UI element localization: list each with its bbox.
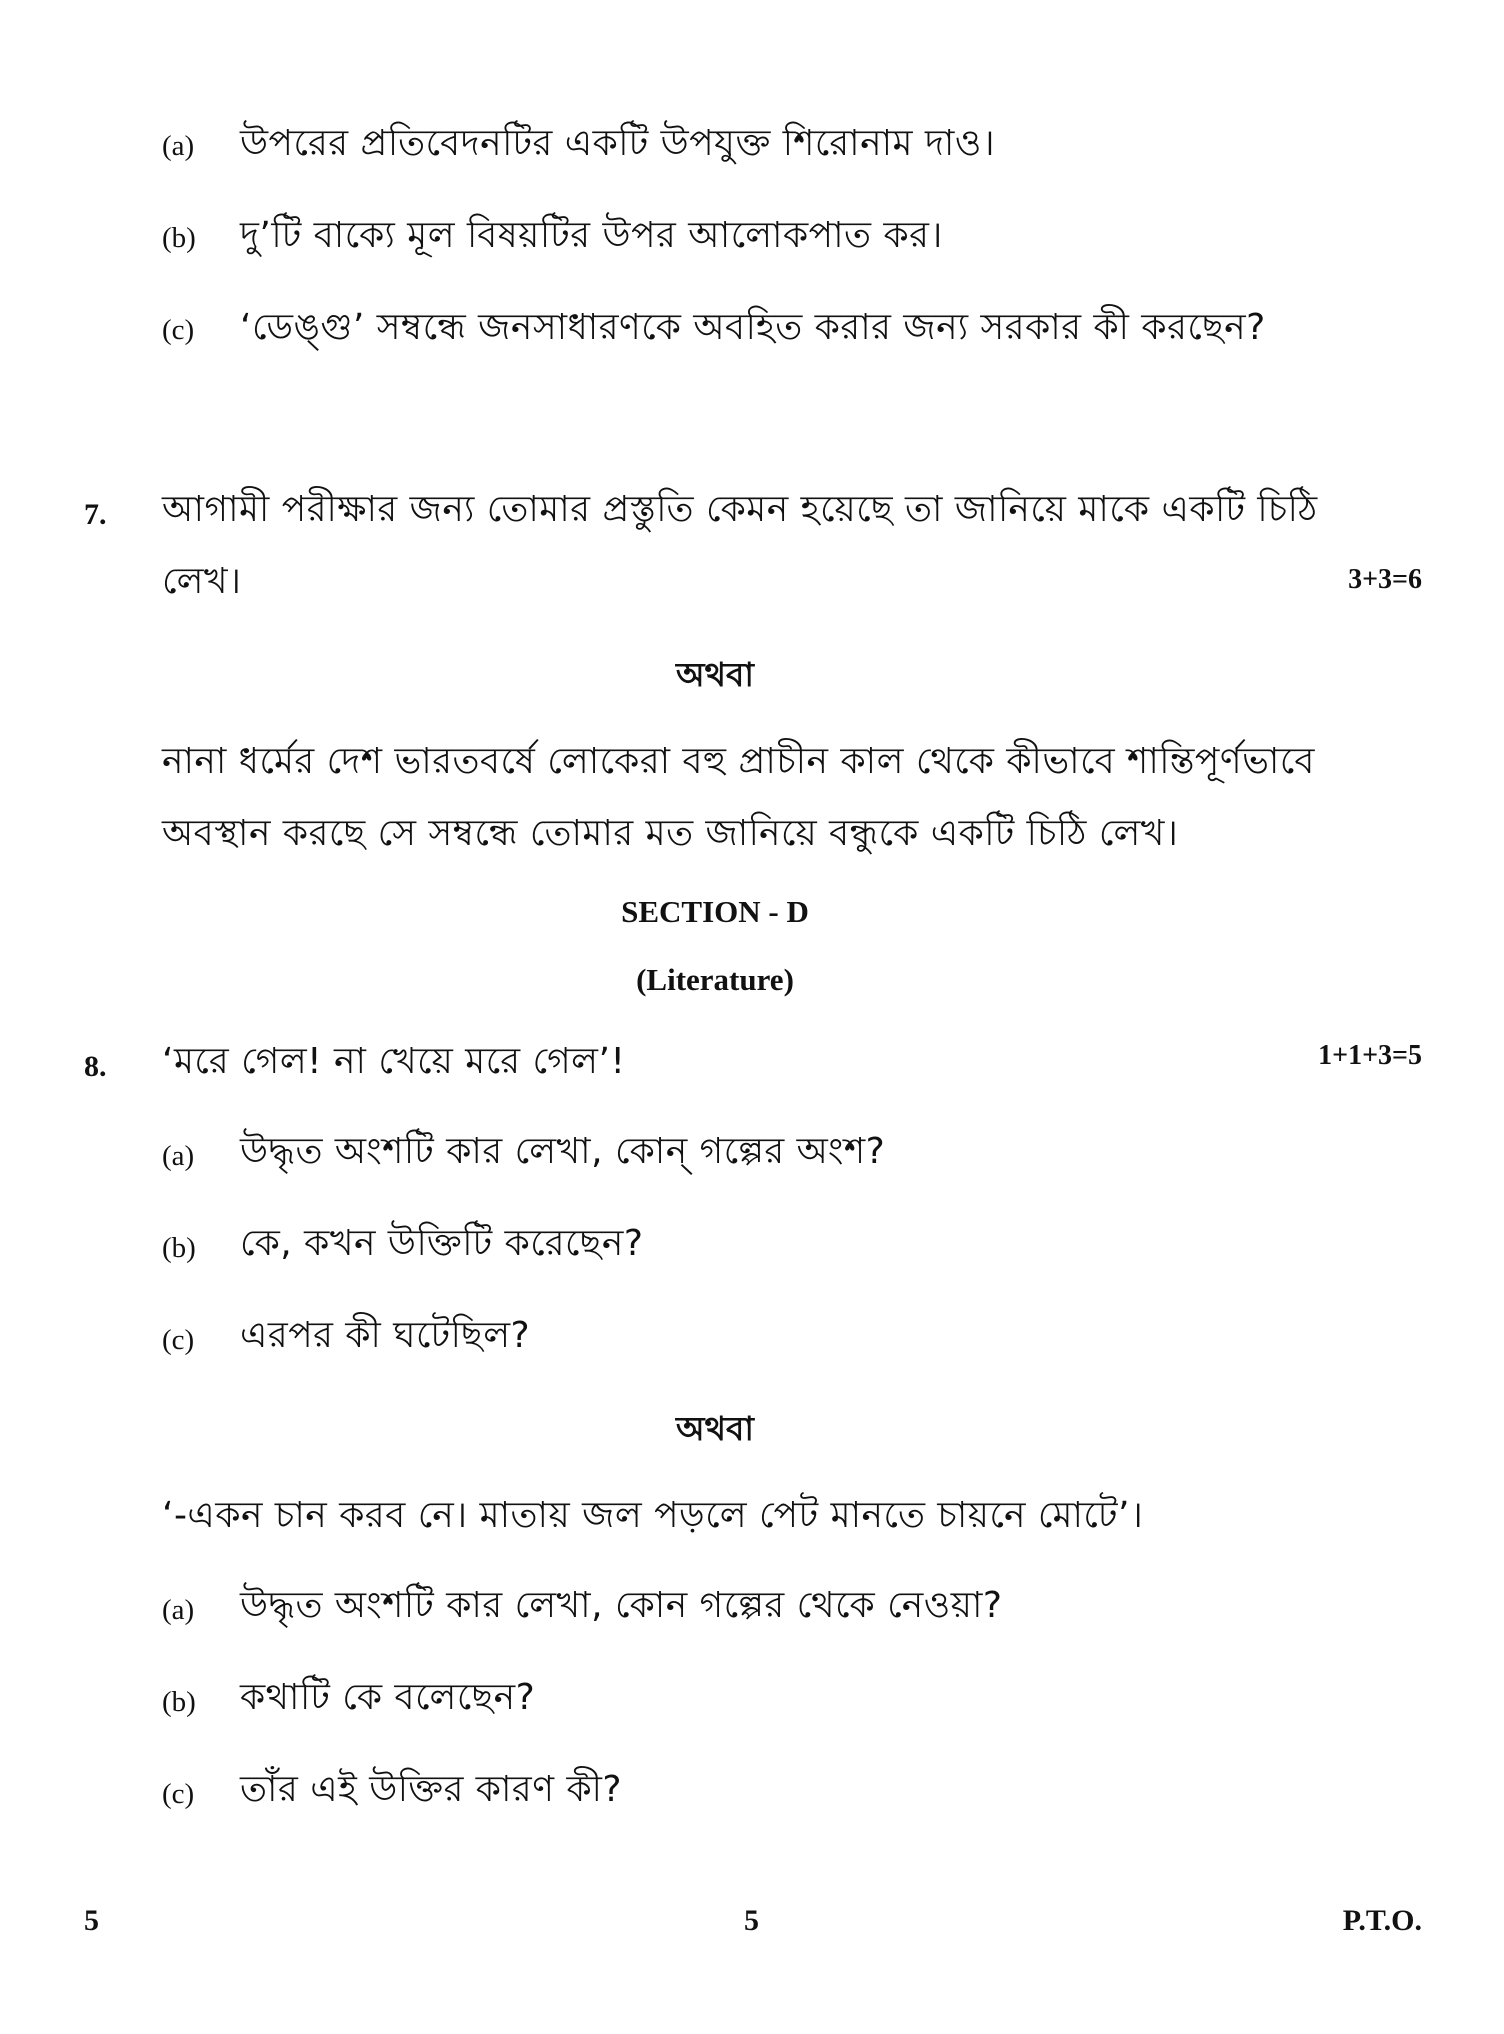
question-number: 8. [84,1050,107,1083]
question-text-line: আগামী পরীক্ষার জন্য তোমার প্রস্তুতি কেমন হয়েছে তা জানিয়ে মাকে একটি চিঠি [162,489,1318,530]
alternative-quoted-passage: ‘-একন চান করব নে। মাতায় জল পড়লে পেট মানতে চায়নে মোটে’। [162,1495,1144,1536]
or-heading: অথবা [676,1409,754,1448]
subquestion-text: কথাটি কে বলেছেন? [240,1677,536,1718]
subquestion-text: উপরের প্রতিবেদনটির একটি উপযুক্ত শিরোনাম দাও। [240,123,996,164]
subquestion-label: (c) [162,314,195,346]
question-text-line: লেখ। [162,561,242,602]
alternative-question-line: অবস্থান করছে সে সম্বন্ধে তোমার মত জানিয়ে বন্ধুকে একটি চিঠি লেখ। [162,813,1179,854]
subquestion-label: (b) [162,222,196,254]
page-number: 5 [744,1904,759,1937]
subquestion-text: ‘ডেঙ্গু’ সম্বন্ধে জনসাধারণকে অবহিত করার জন্য সরকার কী করছেন? [240,307,1266,348]
subquestion-text: দু’টি বাক্যে মূল বিষয়টির উপর আলোকপাত কর। [240,215,943,256]
subquestion-label: (b) [162,1686,196,1718]
subquestion-label: (b) [162,1232,196,1264]
subquestion-label: (a) [162,130,195,162]
marks-allocation: 3+3=6 [1348,564,1422,595]
subquestion-label: (c) [162,1324,195,1356]
question-number: 7. [84,498,107,531]
page-code: 5 [84,1904,99,1937]
subquestion-text: উদ্ধৃত অংশটি কার লেখা, কোন্ গল্পের অংশ? [240,1131,886,1172]
please-turn-over: P.T.O. [1342,1904,1422,1937]
section-subtitle: (Literature) [636,962,794,997]
subquestion-label: (c) [162,1778,195,1810]
subquestion-text: উদ্ধৃত অংশটি কার লেখা, কোন গল্পের থেকে নেওয়া? [240,1585,1003,1626]
quoted-passage: ‘মরে গেল! না খেয়ে মরে গেল’! [162,1041,626,1082]
section-title: SECTION - D [621,894,809,929]
subquestion-label: (a) [162,1140,195,1172]
subquestion-text: কে, কখন উক্তিটি করেছেন? [240,1223,644,1264]
marks-allocation: 1+1+3=5 [1318,1040,1422,1071]
subquestion-label: (a) [162,1594,195,1626]
subquestion-text: তাঁর এই উক্তির কারণ কী? [240,1769,623,1810]
alternative-question-line: নানা ধর্মের দেশ ভারতবর্ষে লোকেরা বহু প্রাচীন কাল থেকে কীভাবে শান্তিপূর্ণভাবে [162,741,1315,782]
subquestion-text: এরপর কী ঘটেছিল? [240,1315,531,1356]
or-heading: অথবা [676,655,754,694]
